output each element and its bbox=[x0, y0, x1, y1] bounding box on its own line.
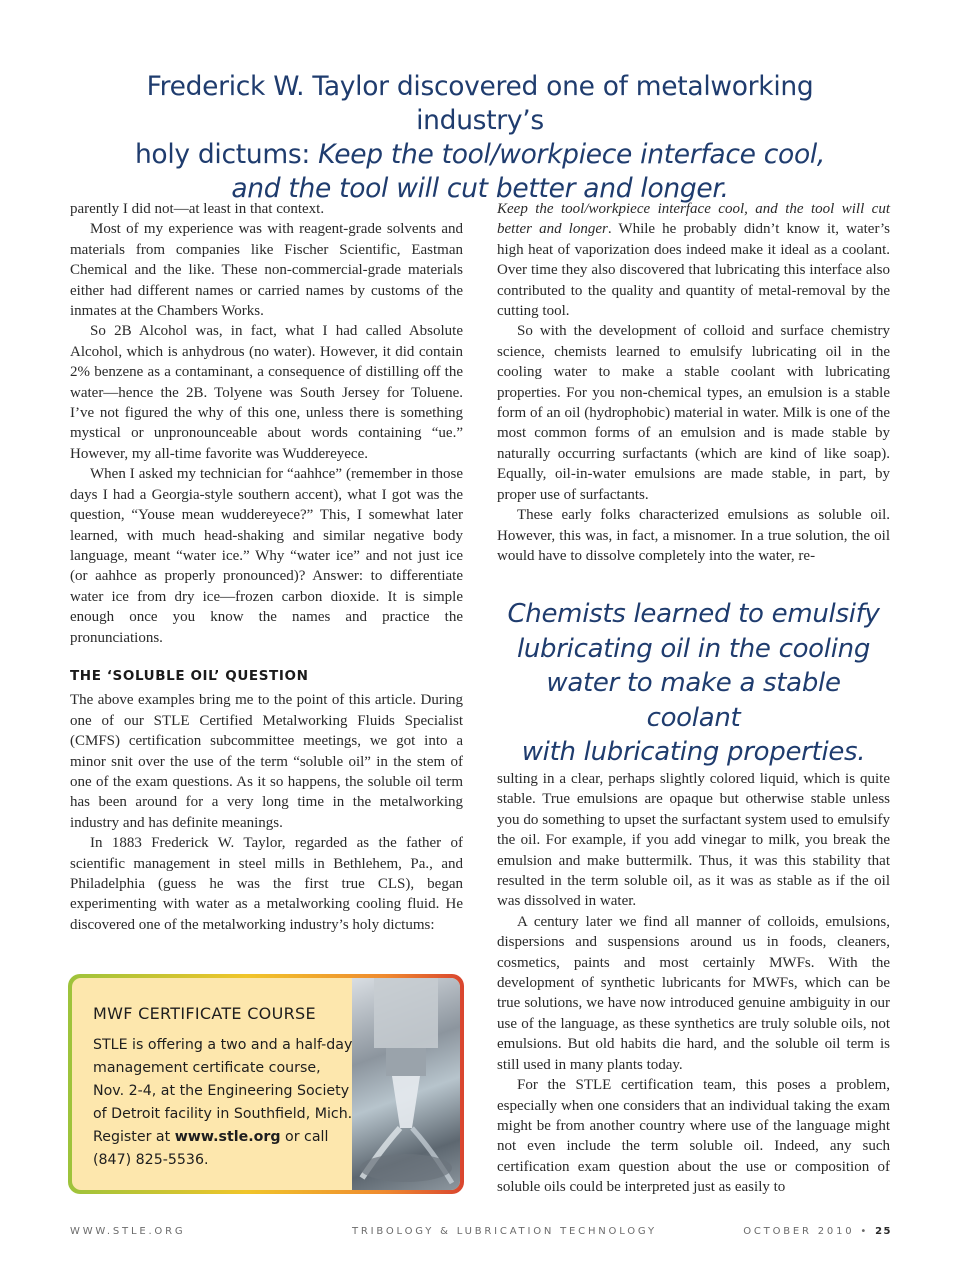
paragraph: Most of my experience was with reagent-grade solvents and materials from companies like Fischer Scientific, Eastman Chemical and the like. These non-commercial-grade materials either had different names or carried names by customs of the inmates at the Chambers Works. bbox=[70, 221, 463, 320]
pull-quote-mid bbox=[497, 597, 890, 770]
paragraph bbox=[497, 199, 890, 321]
sidebar-panel bbox=[72, 978, 460, 1190]
paragraph: When I asked my technician for “aahhce” (remember in those days I had a Georgia-style southern accent), what I got was the question, “Youse mean wuddereyece?” This, I somewhat later learned, with much head-shaking and similar negative body language, meant “water ice.” Why “water ice” and not just ice (or aahhce as properly pronounced)? Answer: to differentiate water ice from dry ice—frozen carbon dioxide. It is simple enough once you know the names and practice the pronunciations. bbox=[70, 466, 463, 646]
footer-issue bbox=[743, 1226, 892, 1242]
machining-photo-graphic bbox=[352, 978, 460, 1190]
left-column bbox=[70, 199, 463, 935]
sidebar-body-phone: or call (847) 825-5536. bbox=[93, 1129, 329, 1168]
sidebar-body-text: STLE is offering a two and a half-day management certificate course, Nov. 2-4, at the Engineering Society of Detroit facility in Southfield, Mich. Register at bbox=[93, 1037, 353, 1145]
pull-quote-top-line1: Frederick W. Taylor discovered one of metalworking industry’s bbox=[146, 71, 814, 136]
pull-quote-top-line2-italic: Keep the tool/workpiece interface cool, bbox=[318, 139, 826, 170]
footer-issue-date: OCTOBER 2010 • bbox=[743, 1226, 870, 1237]
section-subhead: THE ‘SOLUBLE OIL’ QUESTION bbox=[70, 667, 309, 684]
right-column-top bbox=[497, 199, 890, 566]
machining-photo bbox=[352, 978, 460, 1190]
sidebar-body bbox=[93, 1034, 355, 1172]
paragraph-rest: . While he probably didn’t know it, water’s high heat of vaporization does indeed make it ideal as a coolant. Over time they also discovered that lubricating this interface also contributed to the quality and quantity of metal-removal by the cutting tool. bbox=[497, 221, 890, 320]
footer-publication: TRIBOLOGY & LUBRICATION TECHNOLOGY bbox=[352, 1226, 657, 1237]
pull-quote-mid-line3: water to make a stable coolant bbox=[546, 668, 841, 733]
paragraph: A century later we find all manner of colloids, emulsions, dispersions and suspensions around us in foods, cleaners, cosmetics, paints and most certainly MWFs. With the development of synthetic lubricants for MWFs, which can be true solutions, we have now introduced genuine ambiguity in our use of the language, as these synthetics are truly soluble oils, not emulsions. But old habits die hard, and the soluble oil term is still used in many plants today. bbox=[497, 913, 890, 1073]
register-link[interactable]: www.stle.org bbox=[174, 1129, 281, 1145]
pull-quote-mid-line1: Chemists learned to emulsify bbox=[507, 599, 880, 629]
footer-website: WWW.STLE.ORG bbox=[70, 1226, 186, 1237]
pull-quote-top-line3: and the tool will cut better and longer. bbox=[231, 173, 729, 204]
paragraph: So with the development of colloid and surface chemistry science, chemists learned to emulsify lubricating oil in the cooling water to make a stable coolant with lubricating properties. For you non-chemical types, an emulsion is a stable form of an oil (hydrophobic) material in water. Milk is one of the most common forms of an emulsion and is made stable by naturally occurring surfactants (which are kind of like soap). Equally, oil-in-water emulsions are made stable, in part, by proper use of surfactants. bbox=[497, 323, 890, 503]
pull-quote-top-line2-plain: holy dictums: bbox=[134, 139, 319, 170]
paragraph-italic-lead: Keep the tool/workpiece interface cool, and the tool will cut better and longer bbox=[497, 201, 890, 238]
pull-quote-top bbox=[100, 70, 860, 206]
paragraph: For the STLE certification team, this poses a problem, especially when one considers that an individual taking the exam might be from another country where use of the language might not even include the term soluble oil. Indeed, any such certification exam question about the use or composition of soluble oils could be interpreted just as easily to bbox=[497, 1077, 890, 1196]
paragraph: The above examples bring me to the point of this article. During one of our STLE Certified Metalworking Fluids Specialist (CMFS) certification subcommittee meetings, we got into a minor snit over the use of the term “soluble oil” in the stem of one of the exam questions. As it so happens, the soluble oil term has been around for a very long time in the metalworking industry and has definite meanings. bbox=[70, 692, 463, 831]
pull-quote-mid-line4: with lubricating properties. bbox=[521, 737, 866, 767]
paragraph: So 2B Alcohol was, in fact, what I had called Absolute Alcohol, which is anhydrous (no water). However, it did contain 2% benzene as a contaminant, a consequence of distilling off the water—hence the 2B. Tolyene was South Jersey for Toluene. I’ve not figured the why of this one, unless there is something mystical or unpronounceable about words containing “ue.” However, my all-time favorite was Wuddereyece. bbox=[70, 323, 463, 462]
paragraph: parently I did not—at least in that context. bbox=[70, 201, 325, 217]
page-number: 25 bbox=[875, 1226, 892, 1237]
pull-quote-top-line2 bbox=[100, 138, 860, 172]
pull-quote-mid-line2: lubricating oil in the cooling bbox=[516, 633, 871, 664]
paragraph: In 1883 Frederick W. Taylor, regarded as the father of scientific management in steel mills in Bethlehem, Pa., and Philadelphia (guess he was the first true CLS), began experimenting with water as a metalworking cooling fluid. He discovered one of the metalworking industry’s holy dictums: bbox=[70, 835, 463, 933]
sidebar-title: MWF CERTIFICATE COURSE bbox=[93, 1004, 316, 1023]
paragraph: sulting in a clear, perhaps slightly colored liquid, which is quite stable. True emulsions are opaque but otherwise stable unless you do something to upset the surfactant system used to emulsify the oil. For example, if you add vinegar to milk, you break the emulsion and make buttermilk. Thus, it was this stability that resulted in the term soluble oil, as it was as stable as if the oil was dissolved in water. bbox=[497, 771, 890, 910]
right-column-bottom bbox=[497, 769, 890, 1198]
certificate-course-sidebar bbox=[68, 974, 464, 1194]
paragraph: These early folks characterized emulsions as soluble oil. However, this was, in fact, a misnomer. In a true solution, the oil would have to dissolve completely into the water, re- bbox=[497, 507, 890, 564]
